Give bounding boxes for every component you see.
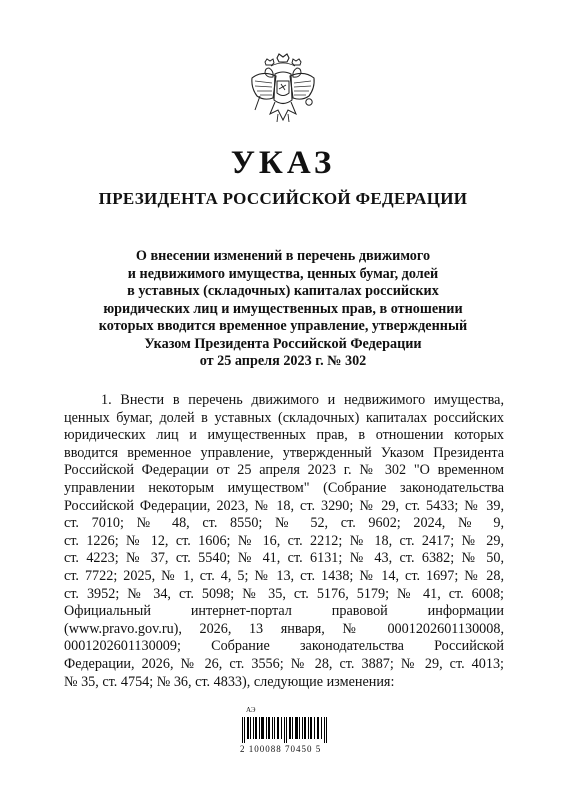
heading-line: от 25 апреля 2023 г. № 302	[199, 353, 367, 369]
paragraph-line: ст. 4223; № 37, ст. 5540; № 41, ст. 6131; № 43, ст. 6382; № 50,	[64, 550, 504, 567]
document-barcode	[240, 706, 330, 754]
paragraph-line: ст. 7010; № 48, ст. 8550; № 52, ст. 9602; 2024, № 9,	[64, 515, 504, 532]
paragraph-line: № 35, ст. 4754; № 36, ст. 4833), следующие изменения:	[64, 673, 395, 690]
paragraph-line: ст. 3952; № 34, ст. 5098; № 35, ст. 5176, 5179; № 41, ст. 6008;	[64, 585, 504, 602]
barcode-mark: АЭ	[246, 706, 256, 714]
coat-of-arms-emblem-icon	[248, 52, 318, 128]
paragraph-line: вводится временное управление, утвержденный Указом Президента	[64, 444, 504, 461]
heading-line: в уставных (складочных) капиталах российских	[127, 283, 439, 299]
paragraph-line: управлении некоторым имуществом" (Собрание законодательства	[64, 479, 504, 496]
heading-line: юридических лиц и имущественных прав, в отношении	[103, 300, 463, 317]
decree-issuer: ПРЕЗИДЕНТА РОССИЙСКОЙ ФЕДЕРАЦИИ	[98, 189, 468, 208]
paragraph-line: Российской Федерации, 2023, № 18, ст. 3290; № 29, ст. 5433; № 39,	[64, 497, 504, 514]
decree-title: УКАЗ	[230, 145, 336, 181]
decree-heading	[60, 248, 506, 371]
heading-line: О внесении изменений в перечень движимого	[135, 248, 431, 264]
heading-line: Указом Президента Российской Федерации	[144, 335, 422, 352]
paragraph-line: (www.pravo.gov.ru), 2026, 13 января, № 0001202601130008,	[64, 620, 504, 637]
paragraph-line: 0001202601130009; Собрание законодательства Российской	[64, 638, 504, 655]
heading-line: которых вводится временное управление, утвержденный	[98, 318, 468, 334]
barcode-icon	[240, 717, 330, 743]
paragraph-line: ст. 1226; № 12, ст. 1606; № 16, ст. 2212; № 18, ст. 2417; № 29,	[64, 532, 504, 549]
paragraph-line: Российской Федерации от 25 апреля 2023 г. № 302 "О временном	[64, 462, 504, 479]
paragraph-line: 1. Внести в перечень движимого и недвижимого имущества,	[101, 392, 504, 408]
heading-line: и недвижимого имущества, ценных бумаг, долей	[127, 265, 439, 282]
paragraph-line: ценных бумаг, долей в уставных (складочных) капиталах российских	[64, 409, 504, 426]
paragraph-line: юридических лиц и имущественных прав, в отношении которых	[64, 427, 504, 444]
paragraph-line: Федерации, 2026, № 26, ст. 3556; № 28, ст. 3887; № 29, ст. 4013;	[64, 655, 504, 672]
paragraph-line: ст. 7722; 2025, № 1, ст. 4, 5; № 13, ст. 1438; № 14, ст. 1697; № 28,	[64, 567, 504, 584]
paragraph-line: Официальный интернет-портал правовой информации	[64, 603, 504, 620]
decree-paragraph-1	[64, 392, 504, 691]
barcode-number: 2 100088 70450 5	[240, 744, 322, 754]
